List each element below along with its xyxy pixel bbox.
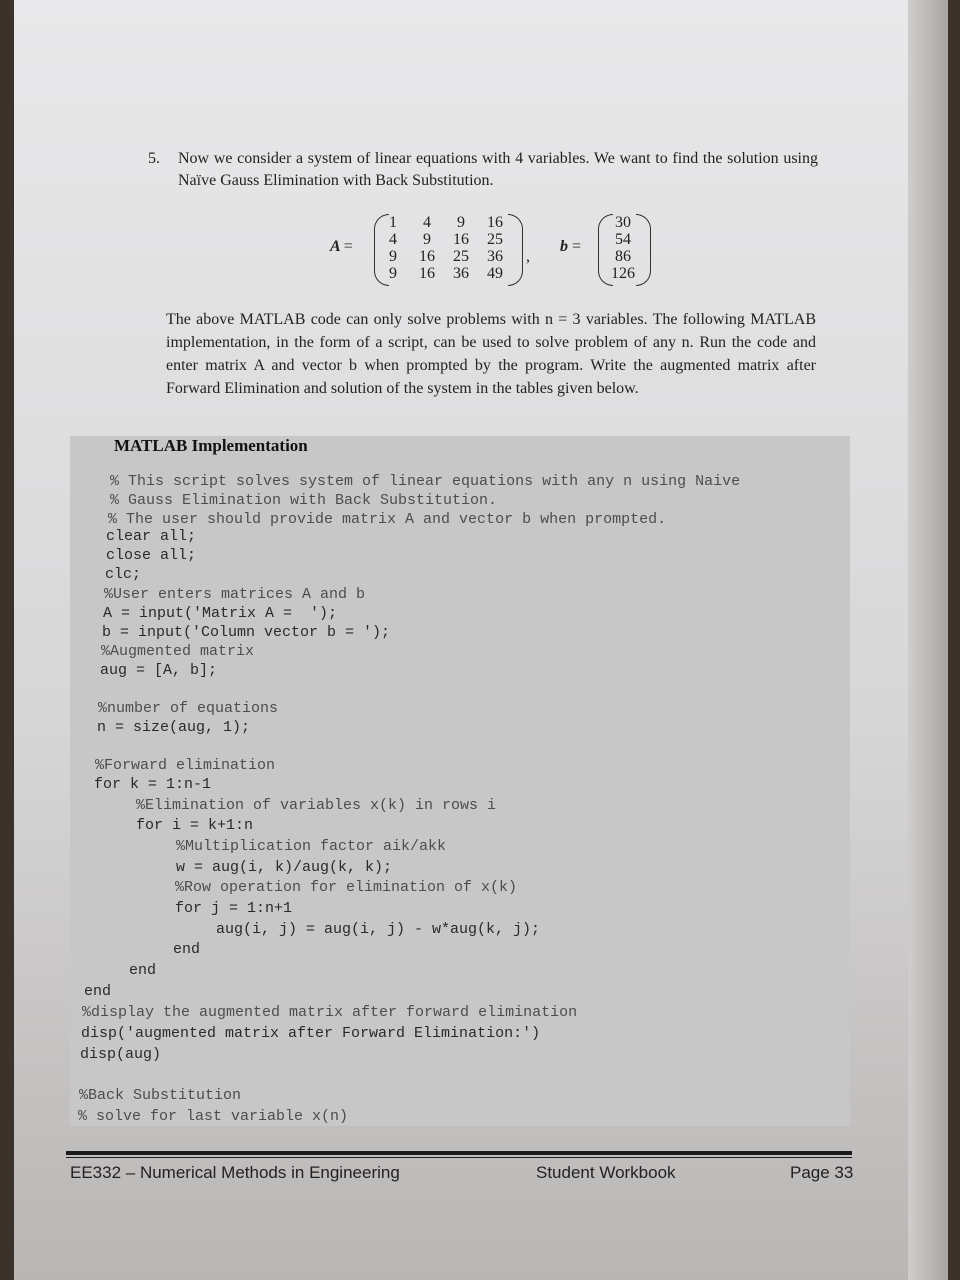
code-line: aug(i, j) = aug(i, j) - w*aug(k, j); <box>216 921 541 938</box>
matrix-a-cell: 25 <box>487 231 503 248</box>
question-5 <box>148 148 818 192</box>
footer-course: EE332 – Numerical Methods in Engineering <box>70 1163 400 1182</box>
footer-page: Page 33 <box>790 1163 854 1182</box>
code-line: clc; <box>105 566 142 583</box>
matrix-a-label: A = <box>330 238 353 255</box>
code-line: n = size(aug, 1); <box>97 719 251 736</box>
matrix-a-cell: 4 <box>423 214 431 231</box>
code-line: %Forward elimination <box>95 757 276 774</box>
footer-rule-thin <box>66 1157 852 1158</box>
code-line: end <box>173 941 201 958</box>
code-line: %display the augmented matrix after forward elimination <box>82 1004 578 1021</box>
code-line: b = input('Column vector b = '); <box>102 624 391 641</box>
matrix-a-cell: 36 <box>453 265 469 282</box>
instructions-paragraph: The above MATLAB code can only solve problems with n = 3 variables. The following MATLAB implementation, in the form of a script, can be used to solve problem of any n. Run the code and enter matrix A and vector b when prompted by the program. Write the augmented matrix after Forward Elimination and solution of the system in the tables given below. <box>166 311 816 397</box>
code-line: %Row operation for elimination of x(k) <box>175 879 518 896</box>
vector-b-cell: 86 <box>615 248 631 265</box>
vector-b-right-paren <box>636 214 651 286</box>
code-line: disp(aug) <box>80 1046 162 1063</box>
code-line: clear all; <box>106 528 197 545</box>
code-line: %Multiplication factor aik/akk <box>176 838 447 855</box>
question-number: 5. <box>148 150 160 167</box>
code-line: for j = 1:n+1 <box>175 900 293 917</box>
matrix-a-cell: 9 <box>389 248 397 265</box>
code-line: for k = 1:n-1 <box>94 776 212 793</box>
matrix-a-cell: 1 <box>389 214 397 231</box>
code-line: end <box>129 962 157 979</box>
matrix-a-cell: 4 <box>389 231 397 248</box>
footer-book: Student Workbook <box>536 1163 676 1182</box>
code-line: %User enters matrices A and b <box>104 586 366 603</box>
code-line: A = input('Matrix A = '); <box>103 605 338 622</box>
code-line: % The user should provide matrix A and vector b when prompted. <box>108 511 667 528</box>
matrix-a-comma: , <box>526 248 530 265</box>
code-line: % This script solves system of linear equations with any n using Naive <box>110 473 741 490</box>
code-line: %Elimination of variables x(k) in rows i <box>136 797 497 814</box>
paper-stack-edge <box>908 0 948 1280</box>
code-line: disp('augmented matrix after Forward Elimination:') <box>81 1025 541 1042</box>
vector-b-label: b = <box>560 238 582 255</box>
code-section-title: MATLAB Implementation <box>114 436 308 455</box>
matrix-a-cell: 25 <box>453 248 469 265</box>
code-line: %Back Substitution <box>79 1087 242 1104</box>
vector-b-cell: 54 <box>615 231 631 248</box>
matrix-a-cell: 16 <box>419 248 435 265</box>
matrix-a-cell: 9 <box>389 265 397 282</box>
code-line: w = aug(i, k)/aug(k, k); <box>176 859 393 876</box>
code-line: end <box>84 983 112 1000</box>
equation-display <box>330 210 690 290</box>
code-line: %Augmented matrix <box>101 643 255 660</box>
code-line: % Gauss Elimination with Back Substitution. <box>110 492 498 509</box>
question-text: Now we consider a system of linear equations with 4 variables. We want to find the solution using Naïve Gauss Elimination with Back Substitution. <box>178 150 818 189</box>
matrix-a-cell: 9 <box>457 214 465 231</box>
code-line: % solve for last variable x(n) <box>78 1108 349 1125</box>
matrix-a-cell: 36 <box>487 248 503 265</box>
matrix-a <box>376 214 512 282</box>
code-line: for i = k+1:n <box>136 817 254 834</box>
footer-rule <box>66 1151 852 1155</box>
matrix-a-cell: 16 <box>453 231 469 248</box>
vector-b-cell: 126 <box>611 265 635 282</box>
matrix-a-cell: 16 <box>419 265 435 282</box>
vector-b <box>608 214 638 282</box>
code-line: %number of equations <box>98 700 279 717</box>
code-line: aug = [A, b]; <box>100 662 218 679</box>
vector-b-cell: 30 <box>615 214 631 231</box>
code-line: close all; <box>106 547 197 564</box>
matrix-a-right-paren <box>508 214 523 286</box>
matrix-a-cell: 49 <box>487 265 503 282</box>
matrix-a-cell: 16 <box>487 214 503 231</box>
matrix-a-cell: 9 <box>423 231 431 248</box>
